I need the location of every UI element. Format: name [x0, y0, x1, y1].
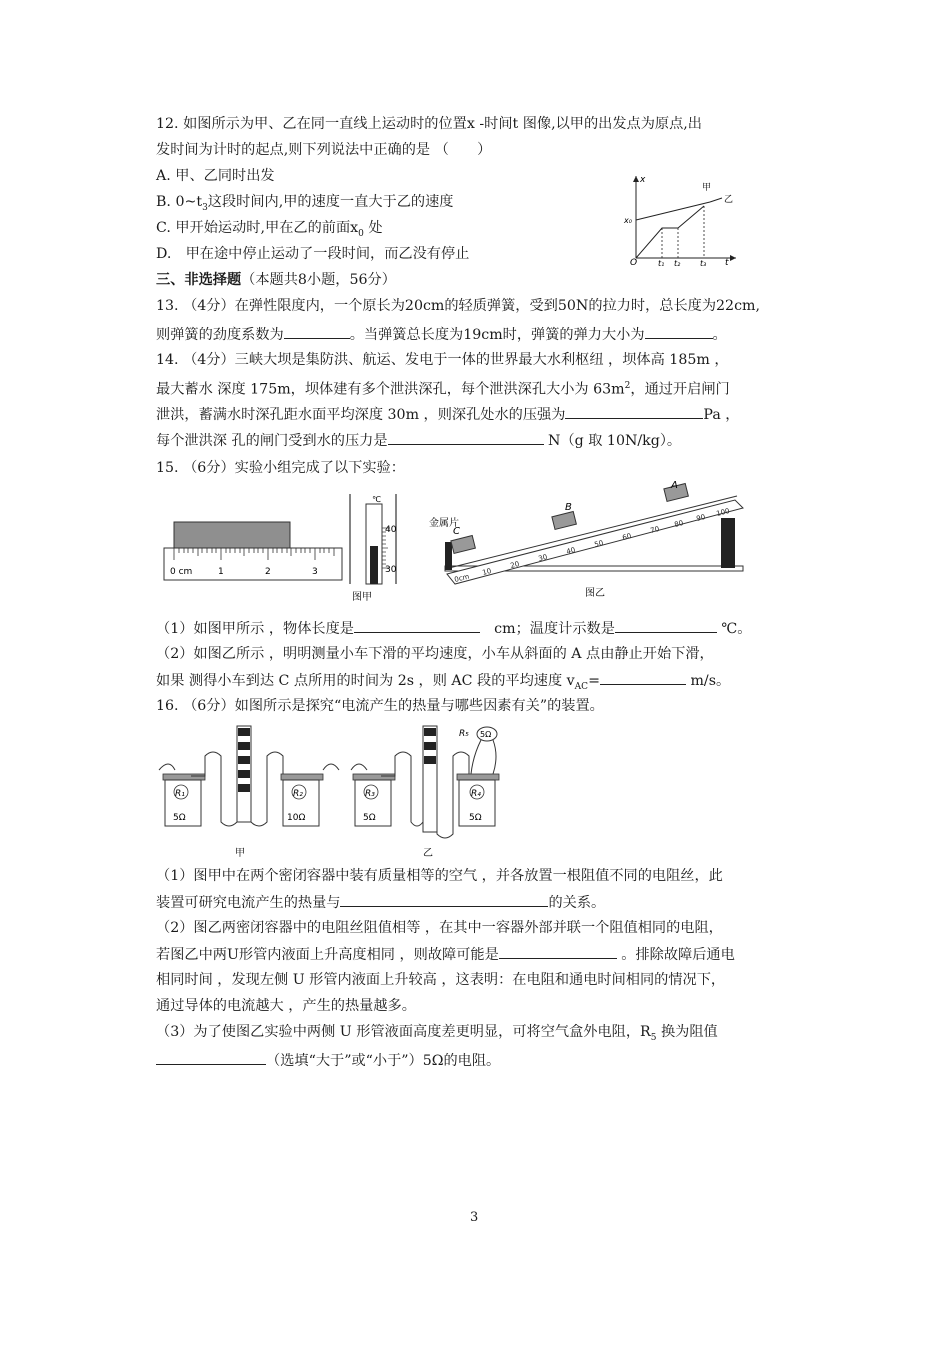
t1-label: t₁: [658, 259, 665, 266]
caption-jia: 图甲: [352, 592, 372, 603]
cart-b: [552, 512, 576, 530]
ruler-label-0: 0 cm: [170, 567, 193, 577]
scale-60: 60: [621, 532, 633, 542]
yi-label: 乙: [724, 195, 734, 205]
thermo-unit: ℃: [372, 495, 381, 504]
scale-40: 40: [565, 546, 577, 556]
q16-part2-line1: （2）图乙两密闭容器中的电阻丝阻值相等 ，在其中一容器外部并联一个阻值相同的电阻，: [156, 920, 723, 936]
q13-line1: 13. （4分）在弹性限度内，一个原长为20cm的轻质弹簧，受到50N的拉力时，总长度为22cm,: [156, 298, 760, 314]
r5-label: R₅: [459, 729, 469, 739]
q14-blank2[interactable]: [388, 430, 544, 445]
t2-label: t₂: [674, 259, 681, 266]
r4-value: 5Ω: [469, 813, 482, 823]
scale-20: 20: [509, 560, 521, 570]
metal-plate: [445, 542, 452, 570]
q15-blank-length[interactable]: [354, 618, 480, 633]
q15-blank-velocity[interactable]: [600, 670, 686, 685]
scale-100: 100: [715, 506, 731, 518]
q12-stem-line1: 12. 如图所示为甲、乙在同一直线上运动时的位置x -时间t 图像,以甲的出发点为原点,出: [156, 116, 702, 132]
q14-line4: 每个泄洪深 孔的闸门受到水的压力是 N（g 取 10N/kg）。: [156, 430, 681, 451]
ruler-label-1: 1: [218, 567, 224, 577]
point-b: B: [565, 502, 572, 513]
q13-line2: 则弹簧的劲度系数为 。当弹簧总长度为19cm时，弹簧的弹力大小为 。: [156, 324, 727, 345]
q12-option-c: C. 甲开始运动时,甲在乙的前面$x_0$ 处: [156, 220, 383, 239]
jia-label: 甲: [702, 183, 712, 193]
ruler-label-2: 2: [265, 567, 271, 577]
q14-line2: 最大蓄水 深度 175m，坝体建有多个泄洪深孔，每个泄洪深孔大小为 $63m^2$，通过开启闸门: [156, 381, 730, 398]
q16-part3-line1: （3）为了使图乙实验中两侧 U 形管液面高度差更明显，可将空气盒外电阻，$R_5$ 换为阻值: [156, 1024, 718, 1043]
q16-blank1[interactable]: [340, 892, 548, 907]
thermo-liquid: [370, 546, 378, 584]
q14-blank1[interactable]: [565, 404, 703, 419]
q15-stem: 15. （6分）实验小组完成了以下实验：: [156, 460, 405, 476]
figure-yi-incline: [425, 478, 750, 604]
q16-part3-line2: （选填“大于”或“小于”）5Ω的电阻。: [156, 1050, 500, 1071]
q16-part2-line3: 相同时间 ，发现左侧 U 形管内液面上升较高 ，这表明：在电阻和通电时间相同的情况下，: [156, 972, 726, 988]
scale-30: 30: [537, 553, 549, 563]
q14-line1: 14. （4分）三峡大坝是集防洪、航运、发电于一体的世界最大水利枢纽 ，坝体高 185m ，: [156, 352, 729, 368]
caption-yi: 图乙: [585, 588, 605, 599]
q16-blank2[interactable]: [499, 944, 617, 959]
q12-xt-graph: [622, 170, 742, 266]
caption-16-yi: 乙: [423, 848, 433, 859]
metal-label: 金属片: [429, 518, 459, 529]
x0-label: x₀: [624, 216, 632, 225]
cart-c: [451, 536, 475, 554]
measured-block: [174, 522, 290, 548]
point-c: C: [453, 526, 460, 537]
ruler-label-3: 3: [312, 567, 318, 577]
r4-label: R₄: [471, 789, 481, 799]
scale-10: 10: [481, 567, 493, 577]
r1-label: R₁: [175, 789, 185, 799]
q16-part1-line1: （1）图甲中在两个密闭容器中装有质量相等的空气 ，并各放置一根阻值不同的电阻丝，此: [156, 868, 723, 884]
caption-16-jia: 甲: [235, 848, 245, 859]
support-block: [721, 518, 735, 568]
t-axis-label: t: [725, 258, 729, 266]
t3-label: t₃: [700, 259, 707, 266]
scale-70: 70: [649, 525, 661, 535]
point-a: A: [671, 480, 678, 491]
x-axis-label: x: [640, 175, 646, 185]
r2-value: 10Ω: [287, 813, 306, 823]
r1-value: 5Ω: [173, 813, 186, 823]
thermo-label-40: 40: [385, 525, 397, 535]
q12-option-a: A. 甲、乙同时出发: [156, 168, 275, 184]
r3-value: 5Ω: [363, 813, 376, 823]
q15-part2-line2: 如果 测得小车到达 C 点所用的时间为 2s ，则 AC 段的平均速度 $v_{AC}= m/s$。: [156, 670, 730, 697]
r2-label: R₂: [293, 789, 303, 799]
r3-label: R₃: [365, 789, 375, 799]
q15-blank-temp[interactable]: [615, 618, 717, 633]
q16-part1-line2: 装置可研究电流产生的热量与 的关系。: [156, 892, 605, 913]
scale-90: 90: [695, 513, 707, 523]
q13-blank2[interactable]: [645, 324, 713, 339]
q12-option-d: D. 甲在途中停止运动了一段时间，而乙没有停止: [156, 246, 470, 262]
r5-value: 5Ω: [480, 730, 492, 739]
section3-header: 三、非选择题（本题共8小题，56分）: [156, 272, 396, 288]
q15-part1: （1）如图甲所示 ，物体长度是 cm；温度计示数是 ℃。: [156, 618, 751, 639]
thermo-label-30: 30: [385, 565, 397, 575]
q16-part2-line4: 通过导体的电流越大 ，产生的热量越多。: [156, 998, 416, 1014]
figure-heat-apparatus: [155, 722, 500, 862]
origin-label: O: [630, 258, 638, 266]
q16-stem: 16. （6分）如图所示是探究“电流产生的热量与哪些因素有关”的装置。: [156, 698, 604, 714]
jia-line: [636, 206, 704, 258]
q12-stem-line2: 发时间为计时的起点,则下列说法中正确的是 （ ）: [156, 142, 492, 158]
figure-jia-ruler-thermometer: [160, 492, 400, 604]
q15-part2-line1: （2）如图乙所示 ，明明测量小车下滑的平均速度，小车从斜面的 A 点由静止开始下滑，: [156, 646, 714, 662]
scale-80: 80: [673, 519, 685, 529]
page-number: 3: [470, 1210, 479, 1225]
scale-50: 50: [593, 539, 605, 549]
scale-0: 0cm: [453, 572, 471, 584]
yi-line: [636, 202, 710, 220]
q16-blank3[interactable]: [156, 1050, 266, 1065]
q14-line3: 泄洪，蓄满水时深孔距水面平均深度 30m ，则深孔处水的压强为 Pa ，: [156, 404, 739, 425]
q12-option-b: B. $0\sim t_3$这段时间内,甲的速度一直大于乙的速度: [156, 194, 454, 213]
q16-part2-line2: 若图乙中两U形管内液面上升高度相同 ，则故障可能是 。排除故障后通电: [156, 944, 735, 965]
q13-blank1[interactable]: [284, 324, 350, 339]
